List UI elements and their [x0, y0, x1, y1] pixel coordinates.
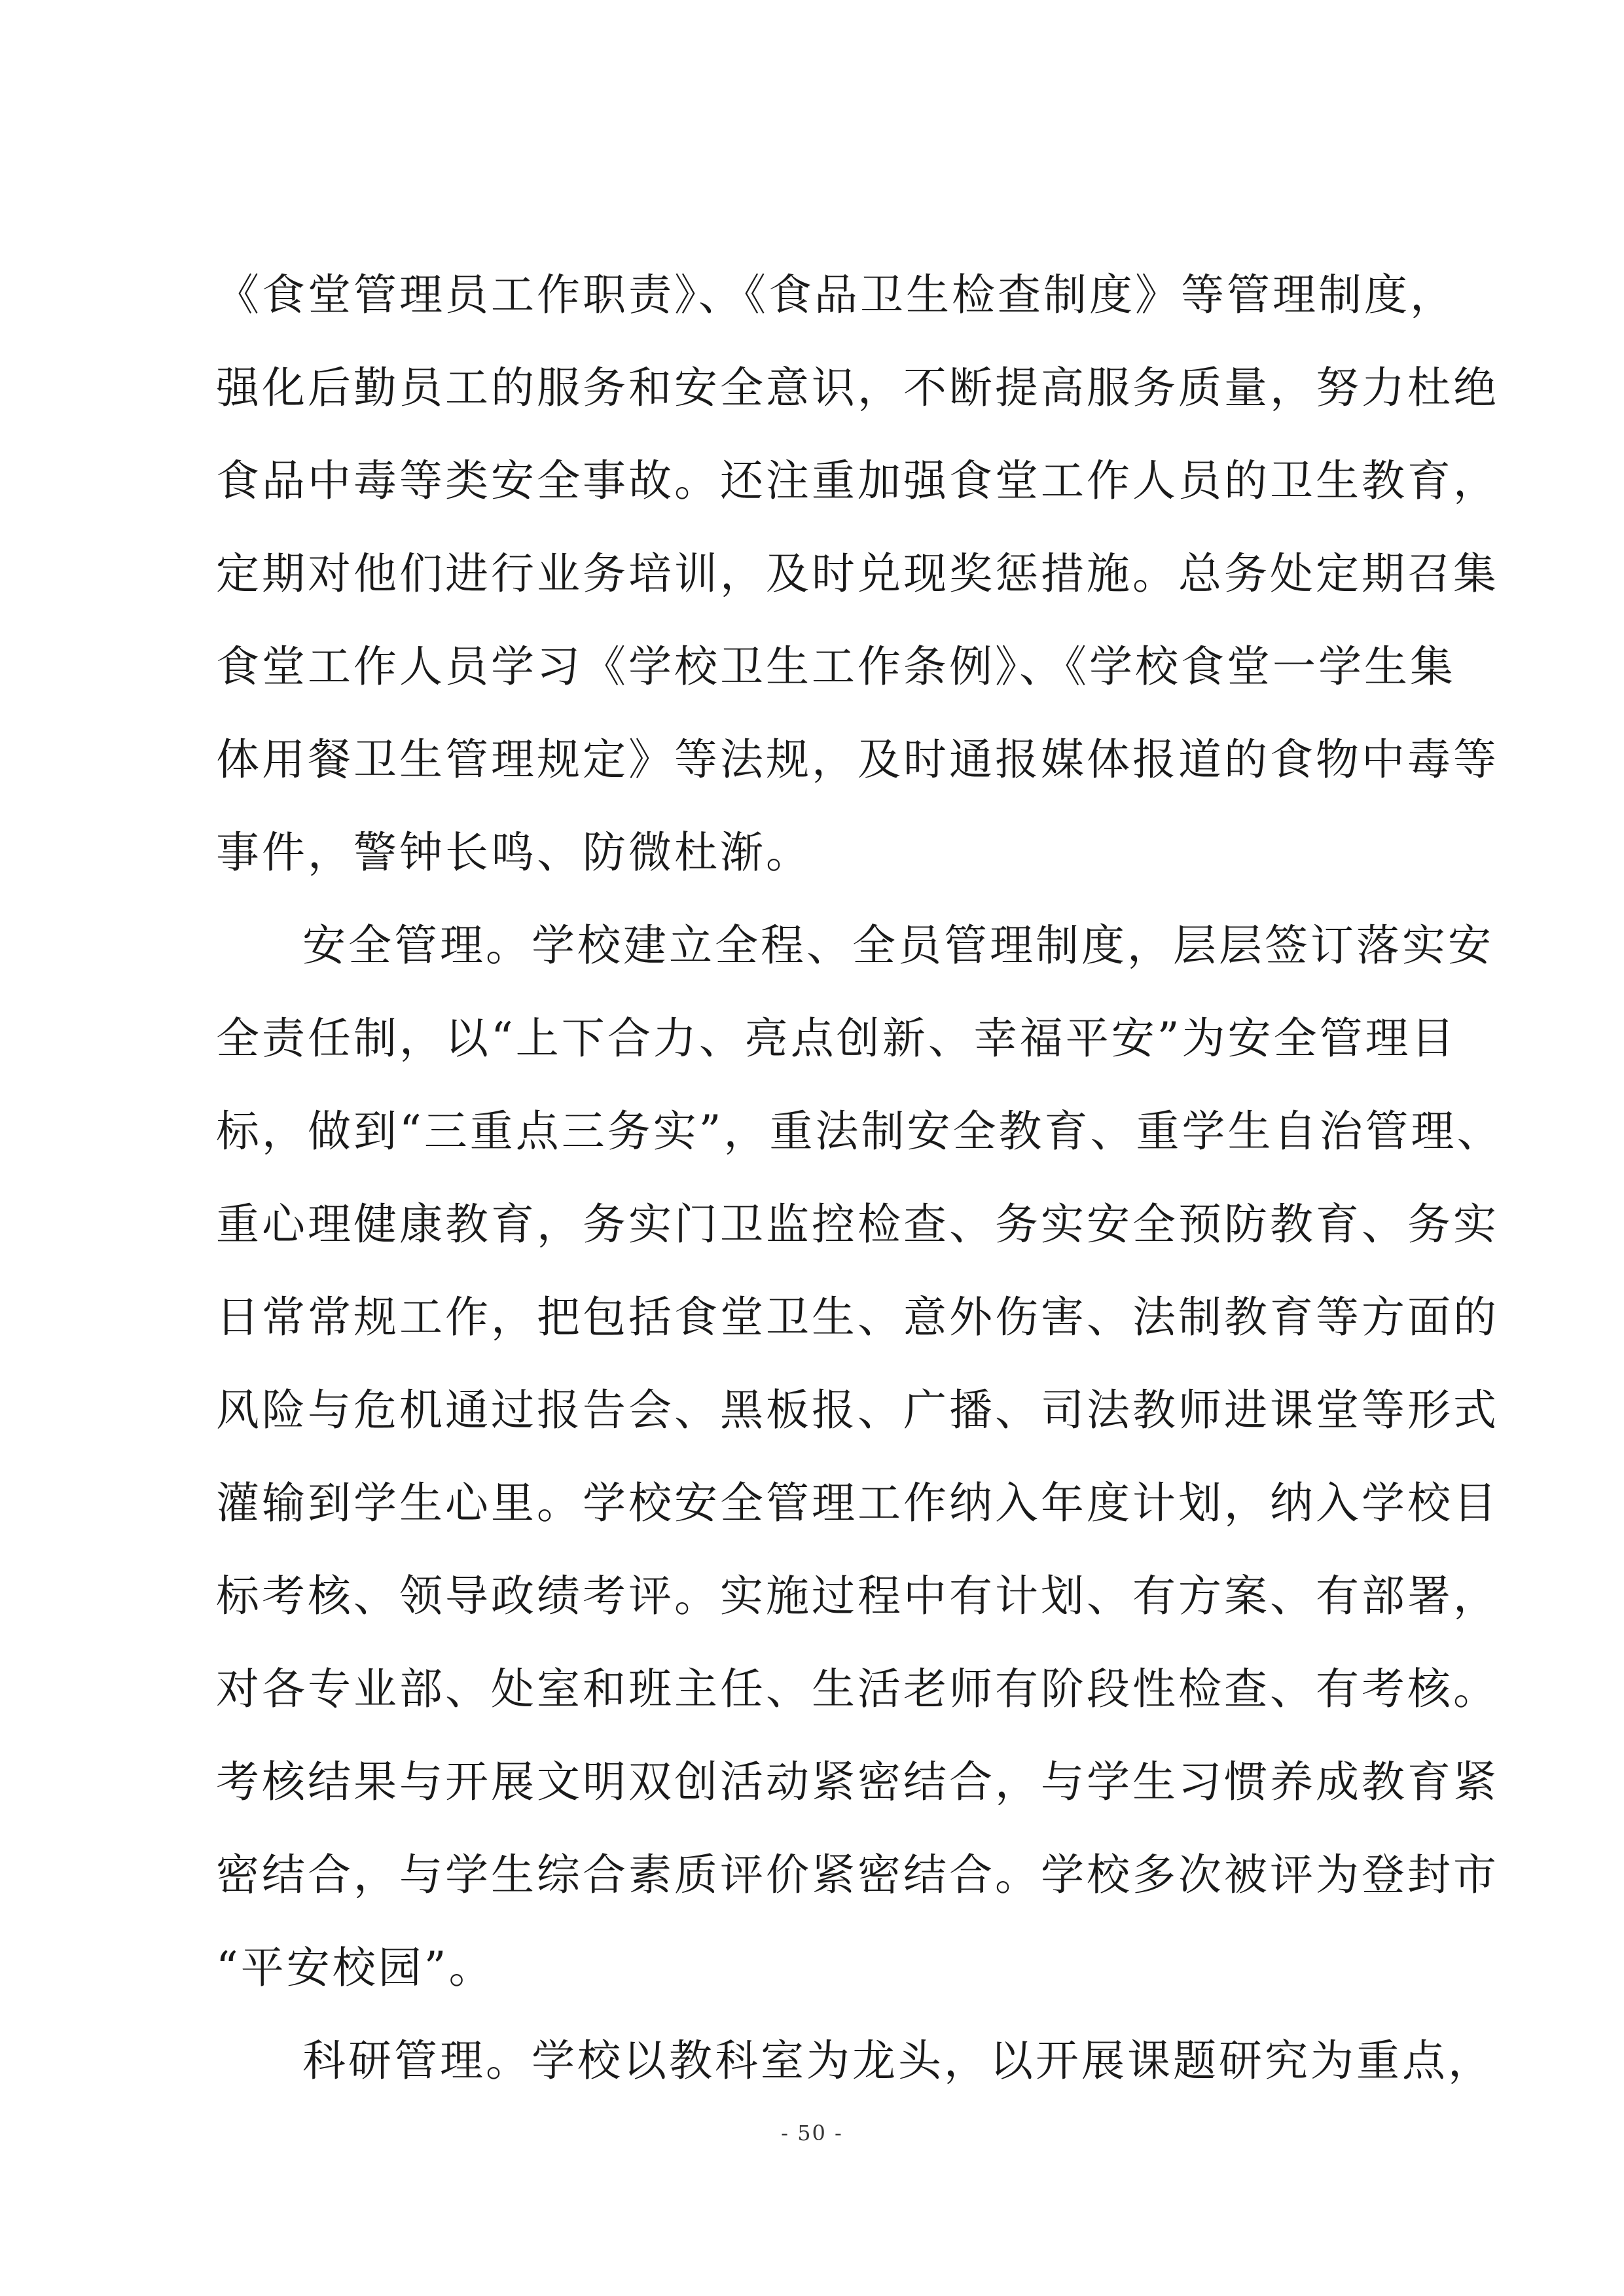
text-line: 事件，警钟长鸣、防微杜渐。 [216, 827, 812, 878]
page-number: - 50 - [781, 2121, 843, 2145]
text-line: 食堂工作人员学习《学校卫生工作条例》、《学校食堂一学生集 [216, 641, 1456, 692]
paragraph-start-safety-management: 安全管理。学校建立全程、全员管理制度，层层签订落实安 [302, 920, 1494, 971]
text-line: 密结合，与学生综合素质评价紧密结合。学校多次被评为登封市 [216, 1850, 1499, 1900]
text-line: 日常常规工作，把包括食堂卫生、意外伤害、法制教育等方面的 [216, 1292, 1499, 1342]
text-line: 标考核、领导政绩考评。实施过程中有计划、有方案、有部署， [216, 1571, 1499, 1621]
text-line: 全责任制，以“上下合力、亮点创新、幸福平安”为安全管理目 [216, 1013, 1457, 1064]
text-line: 灌输到学生心里。学校安全管理工作纳入年度计划，纳入学校目 [216, 1478, 1499, 1528]
text-line: 考核结果与开展文明双创活动紧密结合，与学生习惯养成教育紧 [216, 1757, 1499, 1807]
text-line: 《食堂管理员工作职责》、《食品卫生检查制度》等管理制度， [216, 270, 1456, 320]
text-line: 体用餐卫生管理规定》等法规，及时通报媒体报道的食物中毒等 [216, 734, 1499, 785]
text-line: “平安校园”。 [216, 1943, 495, 1993]
text-line: 风险与危机通过报告会、黑板报、广播、司法教师进课堂等形式 [216, 1385, 1499, 1435]
text-line: 对各专业部、处室和班主任、生活老师有阶段性检查、有考核。 [216, 1664, 1499, 1714]
paragraph-start-research-management: 科研管理。学校以教科室为龙头，以开展课题研究为重点， [302, 2036, 1494, 2086]
text-line: 重心理健康教育，务实门卫监控检查、务实安全预防教育、务实 [216, 1199, 1499, 1249]
body-text [216, 249, 1503, 2108]
text-line: 食品中毒等类安全事故。还注重加强食堂工作人员的卫生教育， [216, 456, 1499, 506]
text-line: 标，做到“三重点三务实”，重法制安全教育、重学生自治管理、 [216, 1106, 1503, 1157]
text-line: 定期对他们进行业务培训，及时兑现奖惩措施。总务处定期召集 [216, 548, 1499, 599]
text-line: 强化后勤员工的服务和安全意识，不断提高服务质量，努力杜绝 [216, 363, 1499, 413]
